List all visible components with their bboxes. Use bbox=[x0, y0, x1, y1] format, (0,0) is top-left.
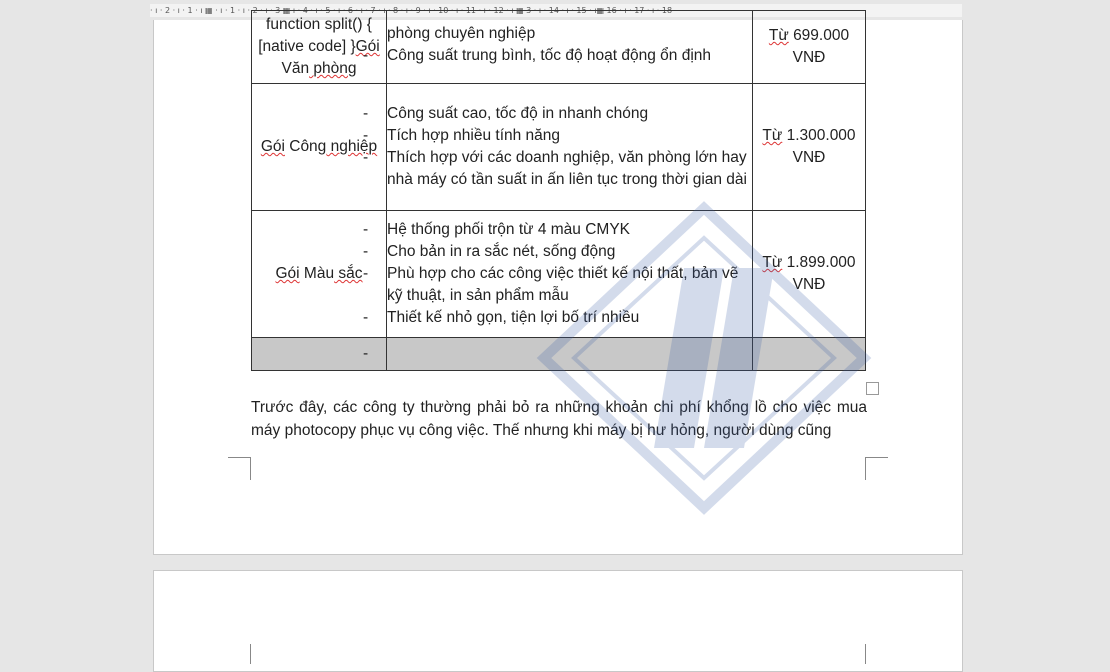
package-name-word: Gói bbox=[355, 38, 380, 55]
feature-item: - Hệ thống phối trộn từ 4 màu CMYK bbox=[387, 219, 752, 241]
package-price-cell[interactable] bbox=[753, 84, 866, 211]
package-name-word: nghiệp bbox=[326, 138, 378, 155]
feature-item: - Thiết kế nhỏ gọn, tiện lợi bố trí nhiều bbox=[387, 307, 752, 329]
table-row bbox=[252, 11, 866, 84]
price-value: 1.899.000 bbox=[786, 254, 856, 271]
price-prefix: Từ bbox=[762, 127, 783, 144]
package-table[interactable] bbox=[251, 10, 866, 371]
price-prefix: Từ bbox=[768, 27, 789, 44]
price-value: 1.300.000 bbox=[786, 127, 856, 144]
package-name-word: Gói bbox=[260, 138, 285, 155]
feature-item: phòng chuyên nghiệp bbox=[387, 25, 536, 42]
price-unit: VNĐ bbox=[792, 49, 826, 66]
price-line bbox=[753, 252, 865, 274]
package-name-word: Gói bbox=[275, 265, 300, 282]
package-name-word: Công bbox=[284, 138, 327, 155]
feature-item: - Cho bản in ra sắc nét, sống động bbox=[387, 241, 752, 263]
package-name-word: Màu bbox=[299, 265, 335, 282]
table-row bbox=[252, 84, 866, 211]
ruler-scale: · ı · 2 · ı · 1 · ı ▦ · ı · 1 · ı · 2 · ı · 3 ▦ ı · 4 · ı · 5 · ı · 6 · ı · 7 · ı · 8 · ı · 9 · ı · 10 · ı · 11 · ı · 12 · ı ▦ 3 · ı · 14 · ı · 15 · ı▦ 16 · ı · 17 · ı · 18 bbox=[150, 6, 673, 15]
price-unit: VNĐ bbox=[792, 276, 826, 293]
margin-corner-mark bbox=[250, 644, 251, 664]
package-price-cell[interactable] bbox=[753, 11, 866, 84]
price-prefix: Từ bbox=[762, 254, 783, 271]
package-name-word: Văn bbox=[281, 60, 310, 77]
package-name-word: sắc bbox=[334, 265, 363, 282]
empty-cell[interactable] bbox=[387, 338, 753, 371]
package-features-cell[interactable] bbox=[387, 11, 753, 84]
table-row bbox=[252, 211, 866, 338]
price-unit: VNĐ bbox=[792, 149, 826, 166]
feature-item: - Thích hợp với các doanh nghiệp, văn phòng lớn hay nhà máy có tần suất in ấn liên tục trong thời gian dài bbox=[387, 147, 752, 191]
price-line bbox=[753, 25, 865, 47]
package-features-cell[interactable] bbox=[387, 84, 753, 211]
empty-bullet bbox=[387, 343, 752, 365]
price-line bbox=[753, 125, 865, 147]
document-page[interactable] bbox=[153, 570, 963, 672]
package-features-cell[interactable] bbox=[387, 211, 753, 338]
price-value: 699.000 bbox=[793, 27, 850, 44]
empty-cell[interactable] bbox=[753, 338, 866, 371]
table-resize-handle[interactable] bbox=[866, 382, 879, 395]
package-name: function split() { [native code] }Gói Văn phòng bbox=[258, 16, 380, 77]
package-name-word: phòng bbox=[309, 60, 357, 77]
margin-corner-mark bbox=[865, 644, 866, 664]
margin-corner-mark bbox=[865, 457, 888, 480]
document-page[interactable] bbox=[153, 16, 963, 555]
feature-item: - Phù hợp cho các công việc thiết kế nội thất, bản vẽ kỹ thuật, in sản phẩm mẫu bbox=[387, 263, 752, 307]
feature-item: - Tích hợp nhiều tính năng bbox=[387, 125, 752, 147]
package-name bbox=[275, 265, 362, 282]
package-name bbox=[261, 138, 377, 155]
body-paragraph[interactable]: Trước đây, các công ty thường phải bỏ ra những khoản chi phí khổng lồ cho việc mua máy photocopy phục vụ công việc. Thế nhưng khi máy bị hư hỏng, người dùng cũng bbox=[251, 399, 867, 439]
feature-item: - Công suất cao, tốc độ in nhanh chóng bbox=[387, 103, 752, 125]
package-price-cell[interactable] bbox=[753, 211, 866, 338]
margin-corner-mark bbox=[228, 457, 251, 480]
selected-empty-row[interactable] bbox=[252, 338, 866, 371]
feature-item: - Công suất trung bình, tốc độ hoạt động ổn định bbox=[387, 45, 752, 67]
